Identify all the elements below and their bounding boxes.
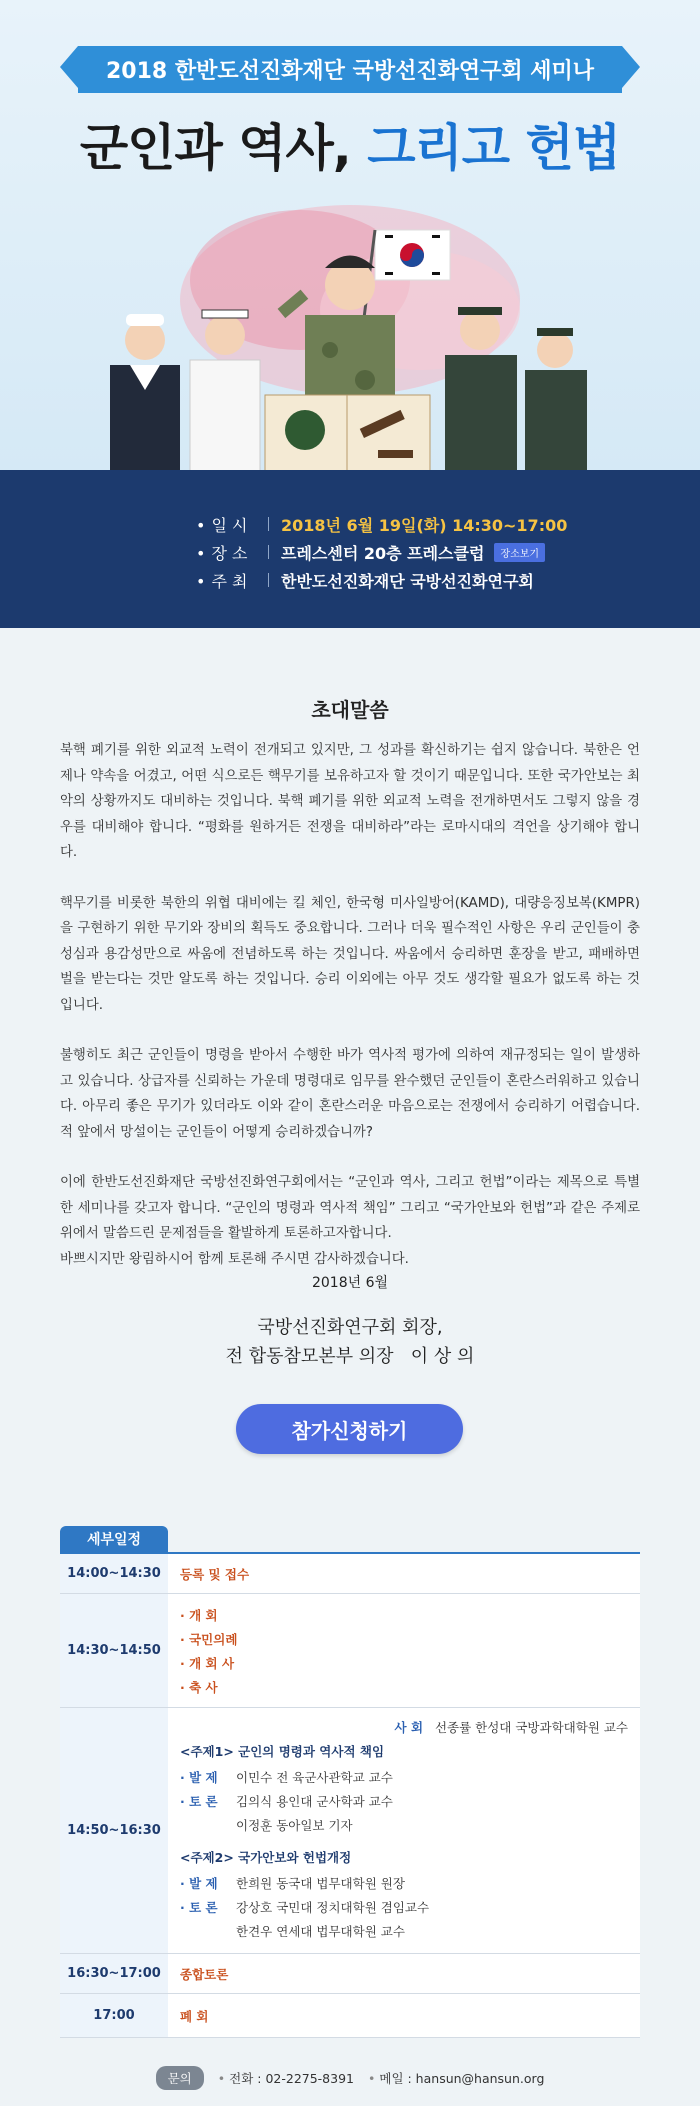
letter-paragraph: 불행히도 최근 군인들이 명령을 받아서 수행한 바가 역사적 평가에 의하여 재규정되는 일이 발생하고 있습니다. 상급자를 신뢰하는 가운데 명령대로 임무를 완수했던 군인들이 혼란스러워하고 있습니다. 아무리 좋은 무기가 있더라도 이와 같이 혼란스러운 마음으로는 전쟁에서 승리하기 어렵습니다. 적 앞에서 망설이는 군인들이 어떻게 승리하겠습니까? bbox=[60, 1048, 640, 1140]
hero-banner bbox=[0, 0, 700, 470]
info-label: • 주 최 bbox=[196, 569, 256, 592]
signature-name: 이 상 의 bbox=[410, 1346, 475, 1367]
info-value: 2018년 6월 19일(화) 14:30~17:00 bbox=[281, 515, 568, 535]
schedule-time: 16:30~17:00 bbox=[60, 1954, 168, 1993]
info-label: • 일 시 bbox=[196, 513, 256, 536]
phone-text: • 전화 : 02-2275-8391 bbox=[218, 2069, 354, 2087]
soldiers-illustration bbox=[0, 190, 700, 480]
schedule-item: · 개 회 사 bbox=[180, 1656, 235, 1671]
schedule-row bbox=[60, 1708, 640, 1954]
presenter: 한희원 동국대 법무대학원 원장 bbox=[236, 1876, 405, 1891]
schedule-table bbox=[60, 1552, 640, 2038]
presenter: 이민수 전 육군사관학교 교수 bbox=[236, 1770, 393, 1785]
info-value: 프레스센터 20층 프레스클럽 bbox=[281, 543, 485, 563]
panelist: 강상호 국민대 정치대학원 겸임교수 bbox=[236, 1900, 430, 1915]
panelist: 이정훈 동아일보 기자 bbox=[236, 1818, 353, 1833]
schedule-row bbox=[60, 1594, 640, 1708]
signature-line-2 bbox=[0, 1342, 700, 1368]
email-link[interactable]: • 메일 : hansun@hansun.org bbox=[368, 2069, 544, 2087]
event-info-band bbox=[0, 470, 700, 628]
moderator-name: 선종률 한성대 국방과학대학원 교수 bbox=[434, 1720, 628, 1735]
moderator-role: 사 회 bbox=[394, 1720, 424, 1735]
schedule-tab: 세부일정 bbox=[60, 1526, 168, 1552]
schedule-item: · 국민의례 bbox=[180, 1632, 238, 1647]
letter-paragraph: 이에 한반도선진화재단 국방선진화연구회에서는 “군인과 역사, 그리고 헌법”이라는 제목으로 특별한 세미나를 갖고자 합니다. “군인의 명령과 역사적 책임” 그리고 “국가안보와 헌법”과 같은 주제로 위에서 말씀드린 문제점들을 활발하게 토론하고자합니다. bbox=[60, 1175, 640, 1241]
contact-footer bbox=[0, 2050, 700, 2106]
letter-paragraph: 북핵 폐기를 위한 외교적 노력이 전개되고 있지만, 그 성과를 확신하기는 쉽지 않습니다. 북한은 언제나 약속을 어겼고, 어떤 식으로든 핵무기를 보유하고자 할 것이기 때문입니다. 또한 국가안보는 최악의 상황까지도 대비하는 것입니다. 북핵 폐기를 위한 외교적 노력을 전개하면서도 그렇지 않을 경우를 대비해야 합니다. “평화를 원하거든 전쟁을 대비하라”라는 로마시대의 격언을 상기해야 합니다. bbox=[60, 743, 640, 860]
topic-2: <주제2> 국가안보와 헌법개정 bbox=[180, 1850, 352, 1865]
role-label: · 토 론 bbox=[180, 1900, 218, 1915]
signature-title: 전 합동참모본부 의장 bbox=[225, 1346, 394, 1367]
info-row-host bbox=[196, 566, 567, 594]
seminar-ribbon: 2018 한반도선진화재단 국방선진화연구회 세미나 bbox=[78, 46, 622, 93]
signature-line-1: 국방선진화연구회 회장, bbox=[257, 1317, 443, 1338]
schedule-item: · 개 회 bbox=[180, 1608, 218, 1623]
moderator bbox=[180, 1716, 628, 1740]
divider bbox=[268, 517, 269, 531]
info-value: 한반도선진화재단 국방선진화연구회 bbox=[281, 571, 534, 591]
view-location-button[interactable]: 장소보기 bbox=[494, 543, 545, 562]
letter-date: 2018년 6월 bbox=[311, 1275, 389, 1291]
panelist: 한견우 연세대 법무대학원 교수 bbox=[236, 1924, 405, 1939]
schedule-item: · 축 사 bbox=[180, 1680, 218, 1695]
schedule-time: 14:00~14:30 bbox=[60, 1554, 168, 1593]
role-label: · 발 제 bbox=[180, 1770, 218, 1785]
letter-paragraph: 핵무기를 비롯한 북한의 위협 대비에는 킬 체인, 한국형 미사일방어(KAMD), 대량응징보복(KMPR)을 구현하기 위한 무기와 장비의 획득도 중요합니다. 그러나 더욱 필수적인 사항은 우리 군인들이 충성심과 용감성만으로 싸움에 전념하도록 하는 것입니다. 싸움에서 승리하면 훈장을 받고, 패배하면 벌을 받는다는 것만 알도록 하는 것입니다. 승리 이외에는 아무 것도 생각할 필요가 없도록 하는 것입니다. bbox=[60, 895, 640, 1013]
schedule-title: 등록 및 접수 bbox=[180, 1566, 250, 1582]
info-label: • 장 소 bbox=[196, 541, 256, 564]
panelist: 김의식 용인대 군사학과 교수 bbox=[236, 1794, 393, 1809]
constitution-book bbox=[265, 395, 430, 480]
invitation-title: 초대말씀 bbox=[311, 698, 389, 722]
letter-paragraph: 바쁘시지만 왕림하시어 함께 토론해 주시면 감사하겠습니다. bbox=[60, 1251, 409, 1267]
hero-title-accent: 그리고 헌법 bbox=[367, 119, 621, 177]
hero-title-main: 군인과 역사, bbox=[79, 119, 368, 177]
role-label: · 발 제 bbox=[180, 1876, 218, 1891]
info-row-date bbox=[196, 510, 567, 538]
schedule-title: 종합토론 bbox=[180, 1966, 229, 1982]
schedule-row bbox=[60, 1954, 640, 1994]
schedule-time: 14:30~14:50 bbox=[60, 1594, 168, 1707]
schedule-time: 17:00 bbox=[60, 1994, 168, 2037]
sailor-figure bbox=[110, 314, 180, 480]
schedule-title: 폐 회 bbox=[180, 2008, 209, 2024]
divider bbox=[268, 573, 269, 587]
invitation-letter bbox=[60, 738, 640, 1272]
topic-1: <주제1> 군인의 명령과 역사적 책임 bbox=[180, 1744, 385, 1759]
divider bbox=[268, 545, 269, 559]
schedule-row bbox=[60, 1994, 640, 2038]
info-row-venue bbox=[196, 538, 567, 566]
female-soldier-figure bbox=[525, 328, 587, 480]
schedule-time: 14:50~16:30 bbox=[60, 1708, 168, 1953]
schedule-row bbox=[60, 1554, 640, 1594]
apply-button[interactable]: 참가신청하기 bbox=[236, 1404, 463, 1454]
hero-title bbox=[0, 108, 700, 180]
role-label: · 토 론 bbox=[180, 1794, 218, 1809]
inquiry-badge: 문의 bbox=[156, 2066, 204, 2090]
